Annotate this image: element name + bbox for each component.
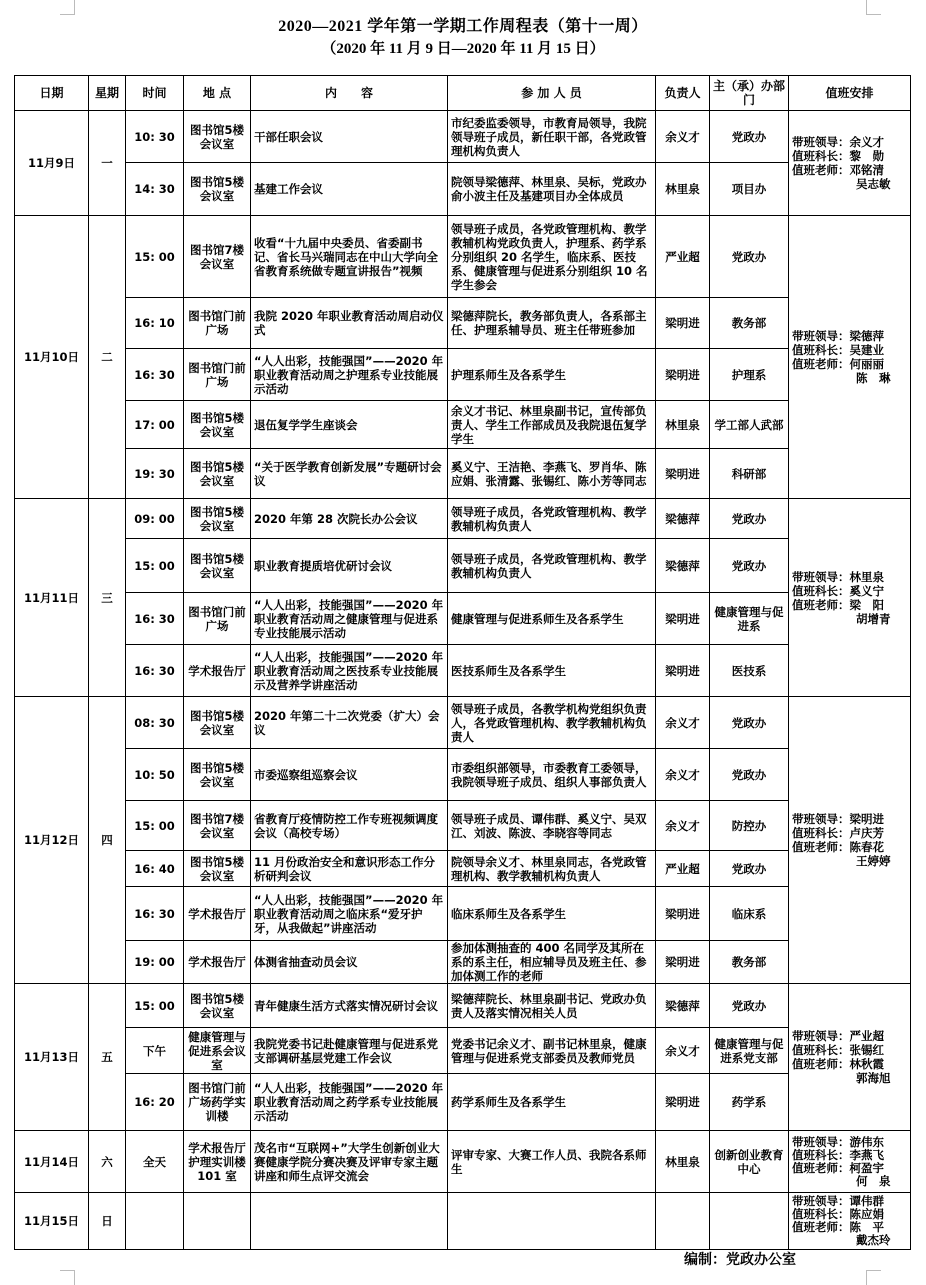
participants-cell: 市委组织部领导，市委教育工委领导，我院领导班子成员、组织人事部负责人 [448,749,656,801]
dept-cell: 创新创业教育中心 [710,1131,789,1193]
date-cell: 11月12日 [15,697,89,984]
content-cell: “人人出彩，技能强国”——2020 年职业教育活动周之临床系“爱牙护牙，从我做起”讲座活动 [251,887,448,941]
duty-cell [789,111,911,216]
dept-cell: 医技系 [710,645,789,697]
leader-cell: 严业超 [656,216,710,298]
participants-cell: 院领导余义才、林里泉同志，各党政管理机构、教学教辅机构负责人 [448,851,656,887]
leader-cell: 林里泉 [656,163,710,216]
participants-cell: 领导班子成员，各党政管理机构、教学教辅机构负责人 [448,499,656,539]
participants-cell: 健康管理与促进系师生及各系学生 [448,593,656,645]
duty-line: 值班科长：卢庆芳 [792,826,884,840]
header-content: 内 容 [251,76,448,111]
place-cell: 图书馆门前广场药学实训楼 [184,1074,251,1131]
place-cell: 图书馆7楼会议室 [184,216,251,298]
schedule-row [15,593,911,645]
header-duty: 值班安排 [789,76,911,111]
time-cell: 16: 30 [126,593,184,645]
place-cell: 图书馆5楼会议室 [184,697,251,749]
dept-cell [710,1193,789,1250]
place-cell: 学术报告厅 护理实训楼 101 室 [184,1131,251,1193]
time-cell: 16: 20 [126,1074,184,1131]
participants-cell: 党委书记余义才、副书记林里泉，健康管理与促进系党支部委员及教师党员 [448,1028,656,1074]
place-cell: 图书馆5楼会议室 [184,111,251,163]
leader-cell: 梁明进 [656,349,710,401]
leader-cell: 林里泉 [656,401,710,449]
schedule-row [15,216,911,298]
duty-cell [789,984,911,1131]
dept-cell: 护理系 [710,349,789,401]
date-cell: 11月15日 [15,1193,89,1250]
leader-cell: 梁明进 [656,449,710,499]
content-cell: 茂名市“互联网+”大学生创新创业大赛健康学院分赛决赛及评审专家主题讲座和师生点评交流会 [251,1131,448,1193]
weekday-cell: 五 [89,984,126,1131]
leader-cell: 林里泉 [656,1131,710,1193]
duty-cell [789,697,911,984]
content-cell: 收看“十九届中央委员、省委副书记、省长马兴瑞同志在中山大学向全省教育系统做专题宣讲报告”视频 [251,216,448,298]
duty-cell [789,216,911,499]
time-cell: 16: 10 [126,298,184,349]
leader-cell: 梁明进 [656,1074,710,1131]
content-cell [251,1193,448,1250]
header-time: 时间 [126,76,184,111]
content-cell: 2020 年第二十二次党委（扩大）会议 [251,697,448,749]
schedule-row [15,401,911,449]
duty-line: 值班科长：黎 勋 [792,149,884,163]
participants-cell: 领导班子成员、谭伟群、奚义宁、吴双江、刘波、陈波、李晓容等同志 [448,801,656,851]
place-cell: 图书馆门前广场 [184,349,251,401]
time-cell: 全天 [126,1131,184,1193]
duty-line: 何 泉 [856,1173,891,1188]
place-cell: 图书馆5楼会议室 [184,499,251,539]
schedule-row [15,801,911,851]
participants-cell: 余义才书记、林里泉副书记，宣传部负责人、学生工作部成员及我院退伍复学学生 [448,401,656,449]
duty-line: 吴志敏 [856,177,891,191]
place-cell: 学术报告厅 [184,941,251,984]
header-participants: 参 加 人 员 [448,76,656,111]
participants-cell: 医技系师生及各系学生 [448,645,656,697]
duty-line: 带班领导：游伟东 [792,1134,884,1149]
leader-cell: 余义才 [656,111,710,163]
leader-cell: 严业超 [656,851,710,887]
dept-cell: 党政办 [710,499,789,539]
duty-line: 郭海旭 [856,1071,891,1085]
duty-line: 值班老师：陈春花 [792,840,884,854]
duty-cell [789,1193,911,1250]
dept-cell: 临床系 [710,887,789,941]
dept-cell: 教务部 [710,941,789,984]
leader-cell: 梁德萍 [656,499,710,539]
duty-line: 值班科长：吴建业 [792,343,884,357]
schedule-row [15,984,911,1028]
content-cell: 退伍复学学生座谈会 [251,401,448,449]
duty-cell [789,499,911,697]
duty-line: 值班科长：张锡红 [792,1043,884,1057]
leader-cell: 梁德萍 [656,539,710,593]
dept-cell: 学工部人武部 [710,401,789,449]
weekday-cell: 二 [89,216,126,499]
header-weekday: 星期 [89,76,126,111]
participants-cell: 护理系师生及各系学生 [448,349,656,401]
participants-cell: 梁德萍院长、林里泉副书记、党政办负责人及落实情况相关人员 [448,984,656,1028]
place-cell: 图书馆5楼会议室 [184,749,251,801]
place-cell [184,1193,251,1250]
date-cell: 11月14日 [15,1131,89,1193]
time-cell [126,1193,184,1250]
duty-line: 值班科长：李燕飞 [792,1147,884,1162]
dept-cell: 药学系 [710,1074,789,1131]
participants-cell: 梁德萍院长，教务部负责人，各系部主任、护理系辅导员、班主任带班参加 [448,298,656,349]
duty-line: 胡增青 [856,611,891,626]
place-cell: 健康管理与促进系会议室 [184,1028,251,1074]
duty-line: 戴杰玲 [856,1233,891,1247]
participants-cell: 临床系师生及各系学生 [448,887,656,941]
duty-line: 值班科长：奚义宁 [792,583,884,598]
leader-cell: 梁德萍 [656,984,710,1028]
weekday-cell: 日 [89,1193,126,1250]
duty-line: 带班领导：梁明进 [792,812,884,826]
place-cell: 图书馆5楼会议室 [184,539,251,593]
participants-cell: 药学系师生及各系学生 [448,1074,656,1131]
duty-cell [789,1131,911,1193]
participants-cell: 评审专家、大赛工作人员、我院各系师生 [448,1131,656,1193]
place-cell: 学术报告厅 [184,887,251,941]
schedule-row [15,1074,911,1131]
leader-cell: 梁明进 [656,593,710,645]
time-cell: 16: 30 [126,349,184,401]
schedule-row [15,349,911,401]
participants-cell: 领导班子成员，各教学机构党组织负责人，各党政管理机构、教学教辅机构负责人 [448,697,656,749]
schedule-row [15,749,911,801]
header-dept: 主（承）办部 门 [710,76,789,111]
place-cell: 图书馆5楼会议室 [184,851,251,887]
schedule-row [15,1028,911,1074]
time-cell: 10: 50 [126,749,184,801]
duty-line: 值班老师：邓铭清 [792,163,884,177]
leader-cell: 梁明进 [656,887,710,941]
content-cell: 职业教育提质培优研讨会议 [251,539,448,593]
schedule-row [15,941,911,984]
duty-line: 带班领导：梁德萍 [792,329,884,343]
time-cell: 10: 30 [126,111,184,163]
duty-line: 王婷婷 [856,854,891,868]
time-cell: 15: 00 [126,216,184,298]
content-cell: 基建工作会议 [251,163,448,216]
dept-cell: 党政办 [710,539,789,593]
duty-line: 值班老师：何丽丽 [792,357,884,371]
time-cell: 09: 00 [126,499,184,539]
page-corner-mark [60,1270,75,1285]
time-cell: 16: 30 [126,645,184,697]
participants-cell: 市纪委监委领导，市教育局领导，我院领导班子成员，新任职干部，各党政管理机构负责人 [448,111,656,163]
duty-line: 值班科长：陈应娟 [792,1207,884,1221]
content-cell: 2020 年第 28 次院长办公会议 [251,499,448,539]
schedule-row [15,298,911,349]
dept-cell: 项目办 [710,163,789,216]
leader-cell: 余义才 [656,801,710,851]
schedule-row [15,539,911,593]
place-cell: 图书馆5楼会议室 [184,163,251,216]
schedule-row [15,163,911,216]
schedule-row [15,1193,911,1250]
duty-line: 值班老师：梁 阳 [792,597,884,612]
duty-line: 带班领导：余义才 [792,135,884,149]
time-cell: 16: 30 [126,887,184,941]
content-cell: 省教育厅疫情防控工作专班视频调度会议（高校专场） [251,801,448,851]
dept-cell: 健康管理与促进系党支部 [710,1028,789,1074]
dept-cell: 党政办 [710,984,789,1028]
time-cell: 15: 00 [126,539,184,593]
dept-cell: 科研部 [710,449,789,499]
leader-cell [656,1193,710,1250]
leader-cell: 梁明进 [656,298,710,349]
date-cell: 11月9日 [15,111,89,216]
leader-cell: 余义才 [656,1028,710,1074]
header-row [15,76,911,111]
content-cell: 体测省抽查动员会议 [251,941,448,984]
time-cell: 15: 00 [126,984,184,1028]
weekday-cell: 三 [89,499,126,697]
compiled-by: 编制：党政办公室 [684,1252,796,1268]
schedule-row [15,697,911,749]
duty-line: 值班老师：陈 平 [792,1220,884,1234]
weekday-cell: 四 [89,697,126,984]
dept-cell: 党政办 [710,697,789,749]
participants-cell: 参加体测抽查的 400 名同学及其所在系的系主任，相应辅导员及班主任、参加体测工作的老师 [448,941,656,984]
schedule-row [15,887,911,941]
dept-cell: 党政办 [710,749,789,801]
header-date: 日期 [15,76,89,111]
weekday-cell: 一 [89,111,126,216]
duty-line: 陈 琳 [856,371,891,385]
document-title: 2020—2021 学年第一学期工作周程表（第十一周） [278,18,648,35]
schedule-row [15,645,911,697]
leader-cell: 梁明进 [656,645,710,697]
duty-line: 值班老师：柯盈宇 [792,1160,884,1175]
date-cell: 11月10日 [15,216,89,499]
schedule-table [14,75,911,1250]
participants-cell: 领导班子成员，各党政管理机构、教学教辅机构负责人 [448,539,656,593]
dept-cell: 防控办 [710,801,789,851]
schedule-row [15,1131,911,1193]
time-cell: 17: 00 [126,401,184,449]
participants-cell: 奚义宁、王洁艳、李燕飞、罗肖华、陈应娟、张清露、张锡红、陈小芳等同志 [448,449,656,499]
place-cell: 图书馆5楼会议室 [184,449,251,499]
weekday-cell: 六 [89,1131,126,1193]
schedule-row [15,851,911,887]
duty-line: 带班领导：严业超 [792,1029,884,1043]
schedule-row [15,449,911,499]
place-cell: 图书馆5楼会议室 [184,984,251,1028]
place-cell: 图书馆5楼会议室 [184,401,251,449]
content-cell: “人人出彩，技能强国”——2020 年职业教育活动周之医技系专业技能展示及营养学讲座活动 [251,645,448,697]
content-cell: 市委巡察组巡察会议 [251,749,448,801]
participants-cell [448,1193,656,1250]
content-cell: “关于医学教育创新发展”专题研讨会议 [251,449,448,499]
participants-cell: 院领导梁德萍、林里泉、吴标，党政办俞小波主任及基建项目办全体成员 [448,163,656,216]
leader-cell: 梁明进 [656,941,710,984]
page-corner-mark [866,1270,881,1285]
dept-cell: 党政办 [710,111,789,163]
content-cell: 青年健康生活方式落实情况研讨会议 [251,984,448,1028]
time-cell: 16: 40 [126,851,184,887]
time-cell: 08: 30 [126,697,184,749]
document-subtitle: （2020 年 11 月 9 日—2020 年 11 月 15 日） [321,41,605,57]
header-place: 地 点 [184,76,251,111]
place-cell: 图书馆门前广场 [184,298,251,349]
duty-line: 值班老师：林秋霞 [792,1057,884,1071]
dept-cell: 党政办 [710,851,789,887]
time-cell: 下午 [126,1028,184,1074]
duty-line: 带班领导：谭伟群 [792,1194,884,1208]
content-cell: 我院 2020 年职业教育活动周启动仪式 [251,298,448,349]
dept-cell: 党政办 [710,216,789,298]
date-cell: 11月13日 [15,984,89,1131]
participants-cell: 领导班子成员，各党政管理机构、教学教辅机构党政负责人，护理系、药学系分别组织 20 名学生，临床系、医技系、健康管理与促进系分别组织 10 名学生参会 [448,216,656,298]
time-cell: 14: 30 [126,163,184,216]
content-cell: 干部任职会议 [251,111,448,163]
header-leader: 负责人 [656,76,710,111]
content-cell: “人人出彩，技能强国”——2020 年职业教育活动周之护理系专业技能展示活动 [251,349,448,401]
content-cell: “人人出彩，技能强国”——2020 年职业教育活动周之健康管理与促进系专业技能展示活动 [251,593,448,645]
dept-cell: 教务部 [710,298,789,349]
dept-cell: 健康管理与促进系 [710,593,789,645]
leader-cell: 余义才 [656,697,710,749]
duty-line: 带班领导：林里泉 [792,569,884,584]
time-cell: 15: 00 [126,801,184,851]
place-cell: 学术报告厅 [184,645,251,697]
place-cell: 图书馆门前广场 [184,593,251,645]
schedule-row [15,111,911,163]
schedule-row [15,499,911,539]
place-cell: 图书馆7楼会议室 [184,801,251,851]
content-cell: 我院党委书记赴健康管理与促进系党支部调研基层党建工作会议 [251,1028,448,1074]
date-cell: 11月11日 [15,499,89,697]
content-cell: “人人出彩，技能强国”——2020 年职业教育活动周之药学系专业技能展示活动 [251,1074,448,1131]
leader-cell: 余义才 [656,749,710,801]
content-cell: 11 月份政治安全和意识形态工作分析研判会议 [251,851,448,887]
time-cell: 19: 30 [126,449,184,499]
time-cell: 19: 00 [126,941,184,984]
